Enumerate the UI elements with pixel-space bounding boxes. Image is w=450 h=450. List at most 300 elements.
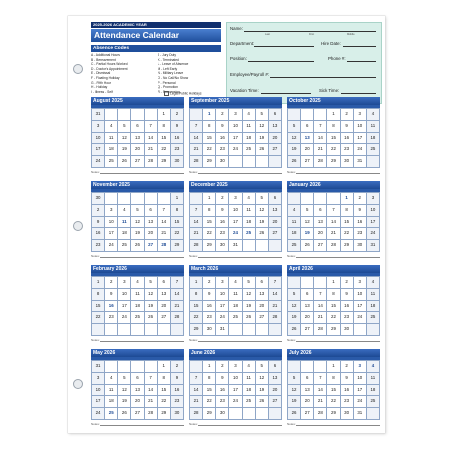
day-cell[interactable] bbox=[229, 289, 242, 301]
day-cell[interactable] bbox=[341, 228, 354, 240]
day-cell[interactable] bbox=[269, 312, 282, 324]
day-cell[interactable] bbox=[190, 228, 203, 240]
day-cell[interactable] bbox=[92, 373, 105, 385]
day-cell[interactable] bbox=[190, 301, 203, 313]
day-cell[interactable] bbox=[327, 289, 340, 301]
day-cell[interactable] bbox=[92, 144, 105, 156]
day-cell[interactable] bbox=[256, 109, 269, 121]
day-cell[interactable] bbox=[341, 396, 354, 408]
day-cell[interactable] bbox=[216, 277, 229, 289]
day-cell[interactable] bbox=[354, 385, 367, 397]
day-cell[interactable] bbox=[341, 385, 354, 397]
day-cell[interactable] bbox=[190, 396, 203, 408]
day-cell[interactable] bbox=[314, 312, 327, 324]
day-cell[interactable] bbox=[131, 408, 144, 420]
day-cell[interactable] bbox=[341, 324, 354, 336]
day-cell[interactable] bbox=[203, 277, 216, 289]
day-cell[interactable] bbox=[158, 289, 171, 301]
day-cell[interactable] bbox=[243, 385, 256, 397]
day-cell[interactable] bbox=[158, 121, 171, 133]
day-cell[interactable] bbox=[301, 193, 314, 205]
day-cell[interactable] bbox=[269, 408, 282, 420]
day-cell[interactable] bbox=[301, 361, 314, 373]
day-cell[interactable] bbox=[145, 396, 158, 408]
day-cell[interactable] bbox=[327, 121, 340, 133]
day-cell[interactable] bbox=[229, 109, 242, 121]
day-cell[interactable] bbox=[256, 133, 269, 145]
day-cell[interactable] bbox=[229, 133, 242, 145]
day-cell[interactable] bbox=[269, 144, 282, 156]
day-cell[interactable] bbox=[367, 217, 380, 229]
day-cell[interactable] bbox=[92, 312, 105, 324]
day-cell[interactable] bbox=[341, 193, 354, 205]
day-cell[interactable] bbox=[243, 144, 256, 156]
day-cell[interactable] bbox=[145, 301, 158, 313]
day-cell[interactable] bbox=[105, 205, 118, 217]
day-cell[interactable] bbox=[288, 312, 301, 324]
day-cell[interactable] bbox=[171, 228, 184, 240]
day-cell[interactable] bbox=[92, 240, 105, 252]
day-cell[interactable] bbox=[105, 385, 118, 397]
day-cell[interactable] bbox=[314, 408, 327, 420]
day-cell[interactable] bbox=[216, 193, 229, 205]
day-cell[interactable] bbox=[118, 121, 131, 133]
day-cell[interactable] bbox=[301, 156, 314, 168]
day-cell[interactable] bbox=[243, 408, 256, 420]
day-cell[interactable] bbox=[131, 217, 144, 229]
day-cell[interactable] bbox=[92, 156, 105, 168]
day-cell[interactable] bbox=[314, 121, 327, 133]
day-cell[interactable] bbox=[314, 277, 327, 289]
day-cell[interactable] bbox=[354, 156, 367, 168]
day-cell[interactable] bbox=[367, 289, 380, 301]
day-cell[interactable] bbox=[158, 324, 171, 336]
day-cell[interactable] bbox=[288, 193, 301, 205]
day-cell[interactable] bbox=[256, 396, 269, 408]
day-cell[interactable] bbox=[314, 361, 327, 373]
day-cell[interactable] bbox=[216, 133, 229, 145]
day-cell[interactable] bbox=[171, 361, 184, 373]
day-cell[interactable] bbox=[314, 324, 327, 336]
day-cell[interactable] bbox=[229, 373, 242, 385]
day-cell[interactable] bbox=[216, 373, 229, 385]
day-cell[interactable] bbox=[256, 121, 269, 133]
day-cell[interactable] bbox=[216, 121, 229, 133]
day-cell[interactable] bbox=[118, 240, 131, 252]
day-cell[interactable] bbox=[367, 133, 380, 145]
day-cell[interactable] bbox=[145, 240, 158, 252]
day-cell[interactable] bbox=[341, 361, 354, 373]
day-cell[interactable] bbox=[354, 144, 367, 156]
day-cell[interactable] bbox=[327, 144, 340, 156]
day-cell[interactable] bbox=[216, 301, 229, 313]
notes-field[interactable] bbox=[100, 257, 184, 258]
day-cell[interactable] bbox=[269, 385, 282, 397]
day-cell[interactable] bbox=[158, 193, 171, 205]
day-cell[interactable] bbox=[118, 193, 131, 205]
day-cell[interactable] bbox=[367, 324, 380, 336]
day-cell[interactable] bbox=[327, 312, 340, 324]
day-cell[interactable] bbox=[288, 228, 301, 240]
day-cell[interactable] bbox=[105, 156, 118, 168]
day-cell[interactable] bbox=[190, 277, 203, 289]
day-cell[interactable] bbox=[158, 277, 171, 289]
day-cell[interactable] bbox=[367, 109, 380, 121]
notes-field[interactable] bbox=[296, 425, 380, 426]
day-cell[interactable] bbox=[131, 324, 144, 336]
day-cell[interactable] bbox=[269, 277, 282, 289]
day-cell[interactable] bbox=[354, 373, 367, 385]
day-cell[interactable] bbox=[145, 312, 158, 324]
day-cell[interactable] bbox=[243, 121, 256, 133]
day-cell[interactable] bbox=[216, 217, 229, 229]
day-cell[interactable] bbox=[216, 324, 229, 336]
day-cell[interactable] bbox=[145, 121, 158, 133]
day-cell[interactable] bbox=[203, 121, 216, 133]
day-cell[interactable] bbox=[145, 408, 158, 420]
day-cell[interactable] bbox=[288, 289, 301, 301]
day-cell[interactable] bbox=[367, 240, 380, 252]
day-cell[interactable] bbox=[354, 133, 367, 145]
day-cell[interactable] bbox=[145, 361, 158, 373]
day-cell[interactable] bbox=[171, 205, 184, 217]
day-cell[interactable] bbox=[288, 144, 301, 156]
day-cell[interactable] bbox=[190, 205, 203, 217]
day-cell[interactable] bbox=[327, 277, 340, 289]
day-cell[interactable] bbox=[341, 144, 354, 156]
day-cell[interactable] bbox=[314, 289, 327, 301]
day-cell[interactable] bbox=[243, 133, 256, 145]
day-cell[interactable] bbox=[243, 240, 256, 252]
day-cell[interactable] bbox=[288, 408, 301, 420]
day-cell[interactable] bbox=[105, 144, 118, 156]
notes-field[interactable] bbox=[296, 341, 380, 342]
day-cell[interactable] bbox=[256, 193, 269, 205]
day-cell[interactable] bbox=[327, 205, 340, 217]
day-cell[interactable] bbox=[269, 240, 282, 252]
day-cell[interactable] bbox=[301, 228, 314, 240]
day-cell[interactable] bbox=[203, 385, 216, 397]
day-cell[interactable] bbox=[354, 289, 367, 301]
day-cell[interactable] bbox=[288, 133, 301, 145]
day-cell[interactable] bbox=[190, 408, 203, 420]
day-cell[interactable] bbox=[92, 133, 105, 145]
day-cell[interactable] bbox=[203, 240, 216, 252]
day-cell[interactable] bbox=[171, 133, 184, 145]
day-cell[interactable] bbox=[314, 396, 327, 408]
day-cell[interactable] bbox=[190, 144, 203, 156]
day-cell[interactable] bbox=[131, 133, 144, 145]
day-cell[interactable] bbox=[190, 193, 203, 205]
day-cell[interactable] bbox=[288, 217, 301, 229]
day-cell[interactable] bbox=[131, 312, 144, 324]
day-cell[interactable] bbox=[269, 156, 282, 168]
day-cell[interactable] bbox=[269, 133, 282, 145]
day-cell[interactable] bbox=[327, 396, 340, 408]
day-cell[interactable] bbox=[354, 193, 367, 205]
day-cell[interactable] bbox=[256, 277, 269, 289]
day-cell[interactable] bbox=[301, 408, 314, 420]
day-cell[interactable] bbox=[301, 133, 314, 145]
day-cell[interactable] bbox=[354, 240, 367, 252]
day-cell[interactable] bbox=[92, 396, 105, 408]
day-cell[interactable] bbox=[203, 408, 216, 420]
notes-field[interactable] bbox=[100, 173, 184, 174]
day-cell[interactable] bbox=[341, 133, 354, 145]
day-cell[interactable] bbox=[354, 109, 367, 121]
day-cell[interactable] bbox=[131, 193, 144, 205]
day-cell[interactable] bbox=[131, 156, 144, 168]
notes-field[interactable] bbox=[198, 341, 282, 342]
day-cell[interactable] bbox=[92, 193, 105, 205]
day-cell[interactable] bbox=[216, 361, 229, 373]
day-cell[interactable] bbox=[190, 324, 203, 336]
day-cell[interactable] bbox=[229, 312, 242, 324]
day-cell[interactable] bbox=[243, 373, 256, 385]
day-cell[interactable] bbox=[243, 277, 256, 289]
day-cell[interactable] bbox=[301, 217, 314, 229]
position-field[interactable] bbox=[248, 61, 314, 62]
day-cell[interactable] bbox=[145, 217, 158, 229]
day-cell[interactable] bbox=[367, 408, 380, 420]
day-cell[interactable] bbox=[229, 144, 242, 156]
day-cell[interactable] bbox=[145, 373, 158, 385]
day-cell[interactable] bbox=[288, 324, 301, 336]
day-cell[interactable] bbox=[216, 408, 229, 420]
day-cell[interactable] bbox=[243, 228, 256, 240]
day-cell[interactable] bbox=[243, 289, 256, 301]
day-cell[interactable] bbox=[171, 109, 184, 121]
day-cell[interactable] bbox=[256, 324, 269, 336]
day-cell[interactable] bbox=[190, 373, 203, 385]
day-cell[interactable] bbox=[105, 312, 118, 324]
day-cell[interactable] bbox=[288, 373, 301, 385]
day-cell[interactable] bbox=[341, 408, 354, 420]
day-cell[interactable] bbox=[229, 217, 242, 229]
day-cell[interactable] bbox=[288, 109, 301, 121]
day-cell[interactable] bbox=[301, 277, 314, 289]
day-cell[interactable] bbox=[158, 396, 171, 408]
day-cell[interactable] bbox=[301, 385, 314, 397]
day-cell[interactable] bbox=[158, 217, 171, 229]
day-cell[interactable] bbox=[256, 301, 269, 313]
day-cell[interactable] bbox=[118, 133, 131, 145]
day-cell[interactable] bbox=[105, 109, 118, 121]
day-cell[interactable] bbox=[301, 312, 314, 324]
day-cell[interactable] bbox=[92, 385, 105, 397]
day-cell[interactable] bbox=[269, 396, 282, 408]
day-cell[interactable] bbox=[367, 361, 380, 373]
day-cell[interactable] bbox=[269, 205, 282, 217]
day-cell[interactable] bbox=[256, 228, 269, 240]
day-cell[interactable] bbox=[118, 361, 131, 373]
day-cell[interactable] bbox=[92, 228, 105, 240]
day-cell[interactable] bbox=[171, 324, 184, 336]
day-cell[interactable] bbox=[314, 228, 327, 240]
day-cell[interactable] bbox=[158, 301, 171, 313]
day-cell[interactable] bbox=[301, 373, 314, 385]
day-cell[interactable] bbox=[256, 240, 269, 252]
day-cell[interactable] bbox=[256, 144, 269, 156]
phone-field[interactable] bbox=[347, 61, 376, 62]
day-cell[interactable] bbox=[341, 301, 354, 313]
day-cell[interactable] bbox=[158, 240, 171, 252]
day-cell[interactable] bbox=[327, 193, 340, 205]
day-cell[interactable] bbox=[243, 217, 256, 229]
day-cell[interactable] bbox=[314, 240, 327, 252]
day-cell[interactable] bbox=[314, 109, 327, 121]
day-cell[interactable] bbox=[158, 385, 171, 397]
notes-field[interactable] bbox=[198, 173, 282, 174]
day-cell[interactable] bbox=[314, 373, 327, 385]
day-cell[interactable] bbox=[216, 144, 229, 156]
notes-field[interactable] bbox=[296, 173, 380, 174]
day-cell[interactable] bbox=[105, 361, 118, 373]
day-cell[interactable] bbox=[327, 373, 340, 385]
day-cell[interactable] bbox=[288, 121, 301, 133]
day-cell[interactable] bbox=[229, 301, 242, 313]
day-cell[interactable] bbox=[341, 205, 354, 217]
day-cell[interactable] bbox=[229, 193, 242, 205]
day-cell[interactable] bbox=[171, 217, 184, 229]
day-cell[interactable] bbox=[327, 109, 340, 121]
day-cell[interactable] bbox=[145, 385, 158, 397]
day-cell[interactable] bbox=[256, 373, 269, 385]
day-cell[interactable] bbox=[145, 144, 158, 156]
day-cell[interactable] bbox=[354, 301, 367, 313]
day-cell[interactable] bbox=[171, 193, 184, 205]
day-cell[interactable] bbox=[367, 301, 380, 313]
day-cell[interactable] bbox=[131, 289, 144, 301]
day-cell[interactable] bbox=[243, 361, 256, 373]
day-cell[interactable] bbox=[105, 324, 118, 336]
day-cell[interactable] bbox=[158, 228, 171, 240]
day-cell[interactable] bbox=[118, 109, 131, 121]
day-cell[interactable] bbox=[367, 144, 380, 156]
day-cell[interactable] bbox=[158, 312, 171, 324]
day-cell[interactable] bbox=[354, 396, 367, 408]
day-cell[interactable] bbox=[203, 396, 216, 408]
day-cell[interactable] bbox=[314, 156, 327, 168]
day-cell[interactable] bbox=[131, 205, 144, 217]
day-cell[interactable] bbox=[367, 385, 380, 397]
day-cell[interactable] bbox=[288, 240, 301, 252]
day-cell[interactable] bbox=[288, 301, 301, 313]
day-cell[interactable] bbox=[203, 133, 216, 145]
day-cell[interactable] bbox=[288, 396, 301, 408]
day-cell[interactable] bbox=[354, 277, 367, 289]
day-cell[interactable] bbox=[171, 312, 184, 324]
day-cell[interactable] bbox=[158, 373, 171, 385]
day-cell[interactable] bbox=[190, 312, 203, 324]
day-cell[interactable] bbox=[288, 385, 301, 397]
day-cell[interactable] bbox=[171, 121, 184, 133]
day-cell[interactable] bbox=[216, 396, 229, 408]
day-cell[interactable] bbox=[203, 156, 216, 168]
day-cell[interactable] bbox=[171, 144, 184, 156]
day-cell[interactable] bbox=[354, 217, 367, 229]
day-cell[interactable] bbox=[158, 408, 171, 420]
day-cell[interactable] bbox=[118, 228, 131, 240]
day-cell[interactable] bbox=[229, 385, 242, 397]
day-cell[interactable] bbox=[341, 373, 354, 385]
day-cell[interactable] bbox=[190, 156, 203, 168]
day-cell[interactable] bbox=[354, 228, 367, 240]
day-cell[interactable] bbox=[145, 133, 158, 145]
day-cell[interactable] bbox=[158, 361, 171, 373]
day-cell[interactable] bbox=[105, 408, 118, 420]
day-cell[interactable] bbox=[229, 205, 242, 217]
day-cell[interactable] bbox=[367, 205, 380, 217]
day-cell[interactable] bbox=[131, 121, 144, 133]
day-cell[interactable] bbox=[367, 156, 380, 168]
day-cell[interactable] bbox=[367, 373, 380, 385]
day-cell[interactable] bbox=[92, 324, 105, 336]
notes-field[interactable] bbox=[100, 341, 184, 342]
notes-field[interactable] bbox=[100, 425, 184, 426]
day-cell[interactable] bbox=[269, 301, 282, 313]
day-cell[interactable] bbox=[105, 193, 118, 205]
day-cell[interactable] bbox=[131, 144, 144, 156]
day-cell[interactable] bbox=[256, 205, 269, 217]
day-cell[interactable] bbox=[354, 312, 367, 324]
day-cell[interactable] bbox=[301, 121, 314, 133]
day-cell[interactable] bbox=[229, 361, 242, 373]
sick-time-field[interactable] bbox=[341, 93, 376, 94]
day-cell[interactable] bbox=[327, 324, 340, 336]
day-cell[interactable] bbox=[367, 193, 380, 205]
day-cell[interactable] bbox=[256, 217, 269, 229]
day-cell[interactable] bbox=[341, 277, 354, 289]
day-cell[interactable] bbox=[131, 385, 144, 397]
vacation-time-field[interactable] bbox=[261, 93, 311, 94]
day-cell[interactable] bbox=[118, 324, 131, 336]
day-cell[interactable] bbox=[203, 205, 216, 217]
day-cell[interactable] bbox=[256, 289, 269, 301]
day-cell[interactable] bbox=[158, 109, 171, 121]
day-cell[interactable] bbox=[105, 277, 118, 289]
day-cell[interactable] bbox=[118, 312, 131, 324]
day-cell[interactable] bbox=[327, 228, 340, 240]
day-cell[interactable] bbox=[327, 385, 340, 397]
day-cell[interactable] bbox=[145, 289, 158, 301]
day-cell[interactable] bbox=[354, 408, 367, 420]
day-cell[interactable] bbox=[190, 361, 203, 373]
day-cell[interactable] bbox=[327, 301, 340, 313]
day-cell[interactable] bbox=[203, 361, 216, 373]
day-cell[interactable] bbox=[190, 217, 203, 229]
day-cell[interactable] bbox=[314, 217, 327, 229]
day-cell[interactable] bbox=[171, 301, 184, 313]
day-cell[interactable] bbox=[92, 205, 105, 217]
day-cell[interactable] bbox=[367, 277, 380, 289]
day-cell[interactable] bbox=[203, 373, 216, 385]
day-cell[interactable] bbox=[301, 301, 314, 313]
day-cell[interactable] bbox=[354, 361, 367, 373]
day-cell[interactable] bbox=[327, 156, 340, 168]
day-cell[interactable] bbox=[190, 240, 203, 252]
day-cell[interactable] bbox=[118, 217, 131, 229]
day-cell[interactable] bbox=[288, 156, 301, 168]
hire-date-field[interactable] bbox=[343, 46, 376, 47]
day-cell[interactable] bbox=[367, 312, 380, 324]
day-cell[interactable] bbox=[243, 396, 256, 408]
day-cell[interactable] bbox=[131, 301, 144, 313]
day-cell[interactable] bbox=[341, 109, 354, 121]
day-cell[interactable] bbox=[203, 228, 216, 240]
day-cell[interactable] bbox=[327, 217, 340, 229]
day-cell[interactable] bbox=[92, 408, 105, 420]
